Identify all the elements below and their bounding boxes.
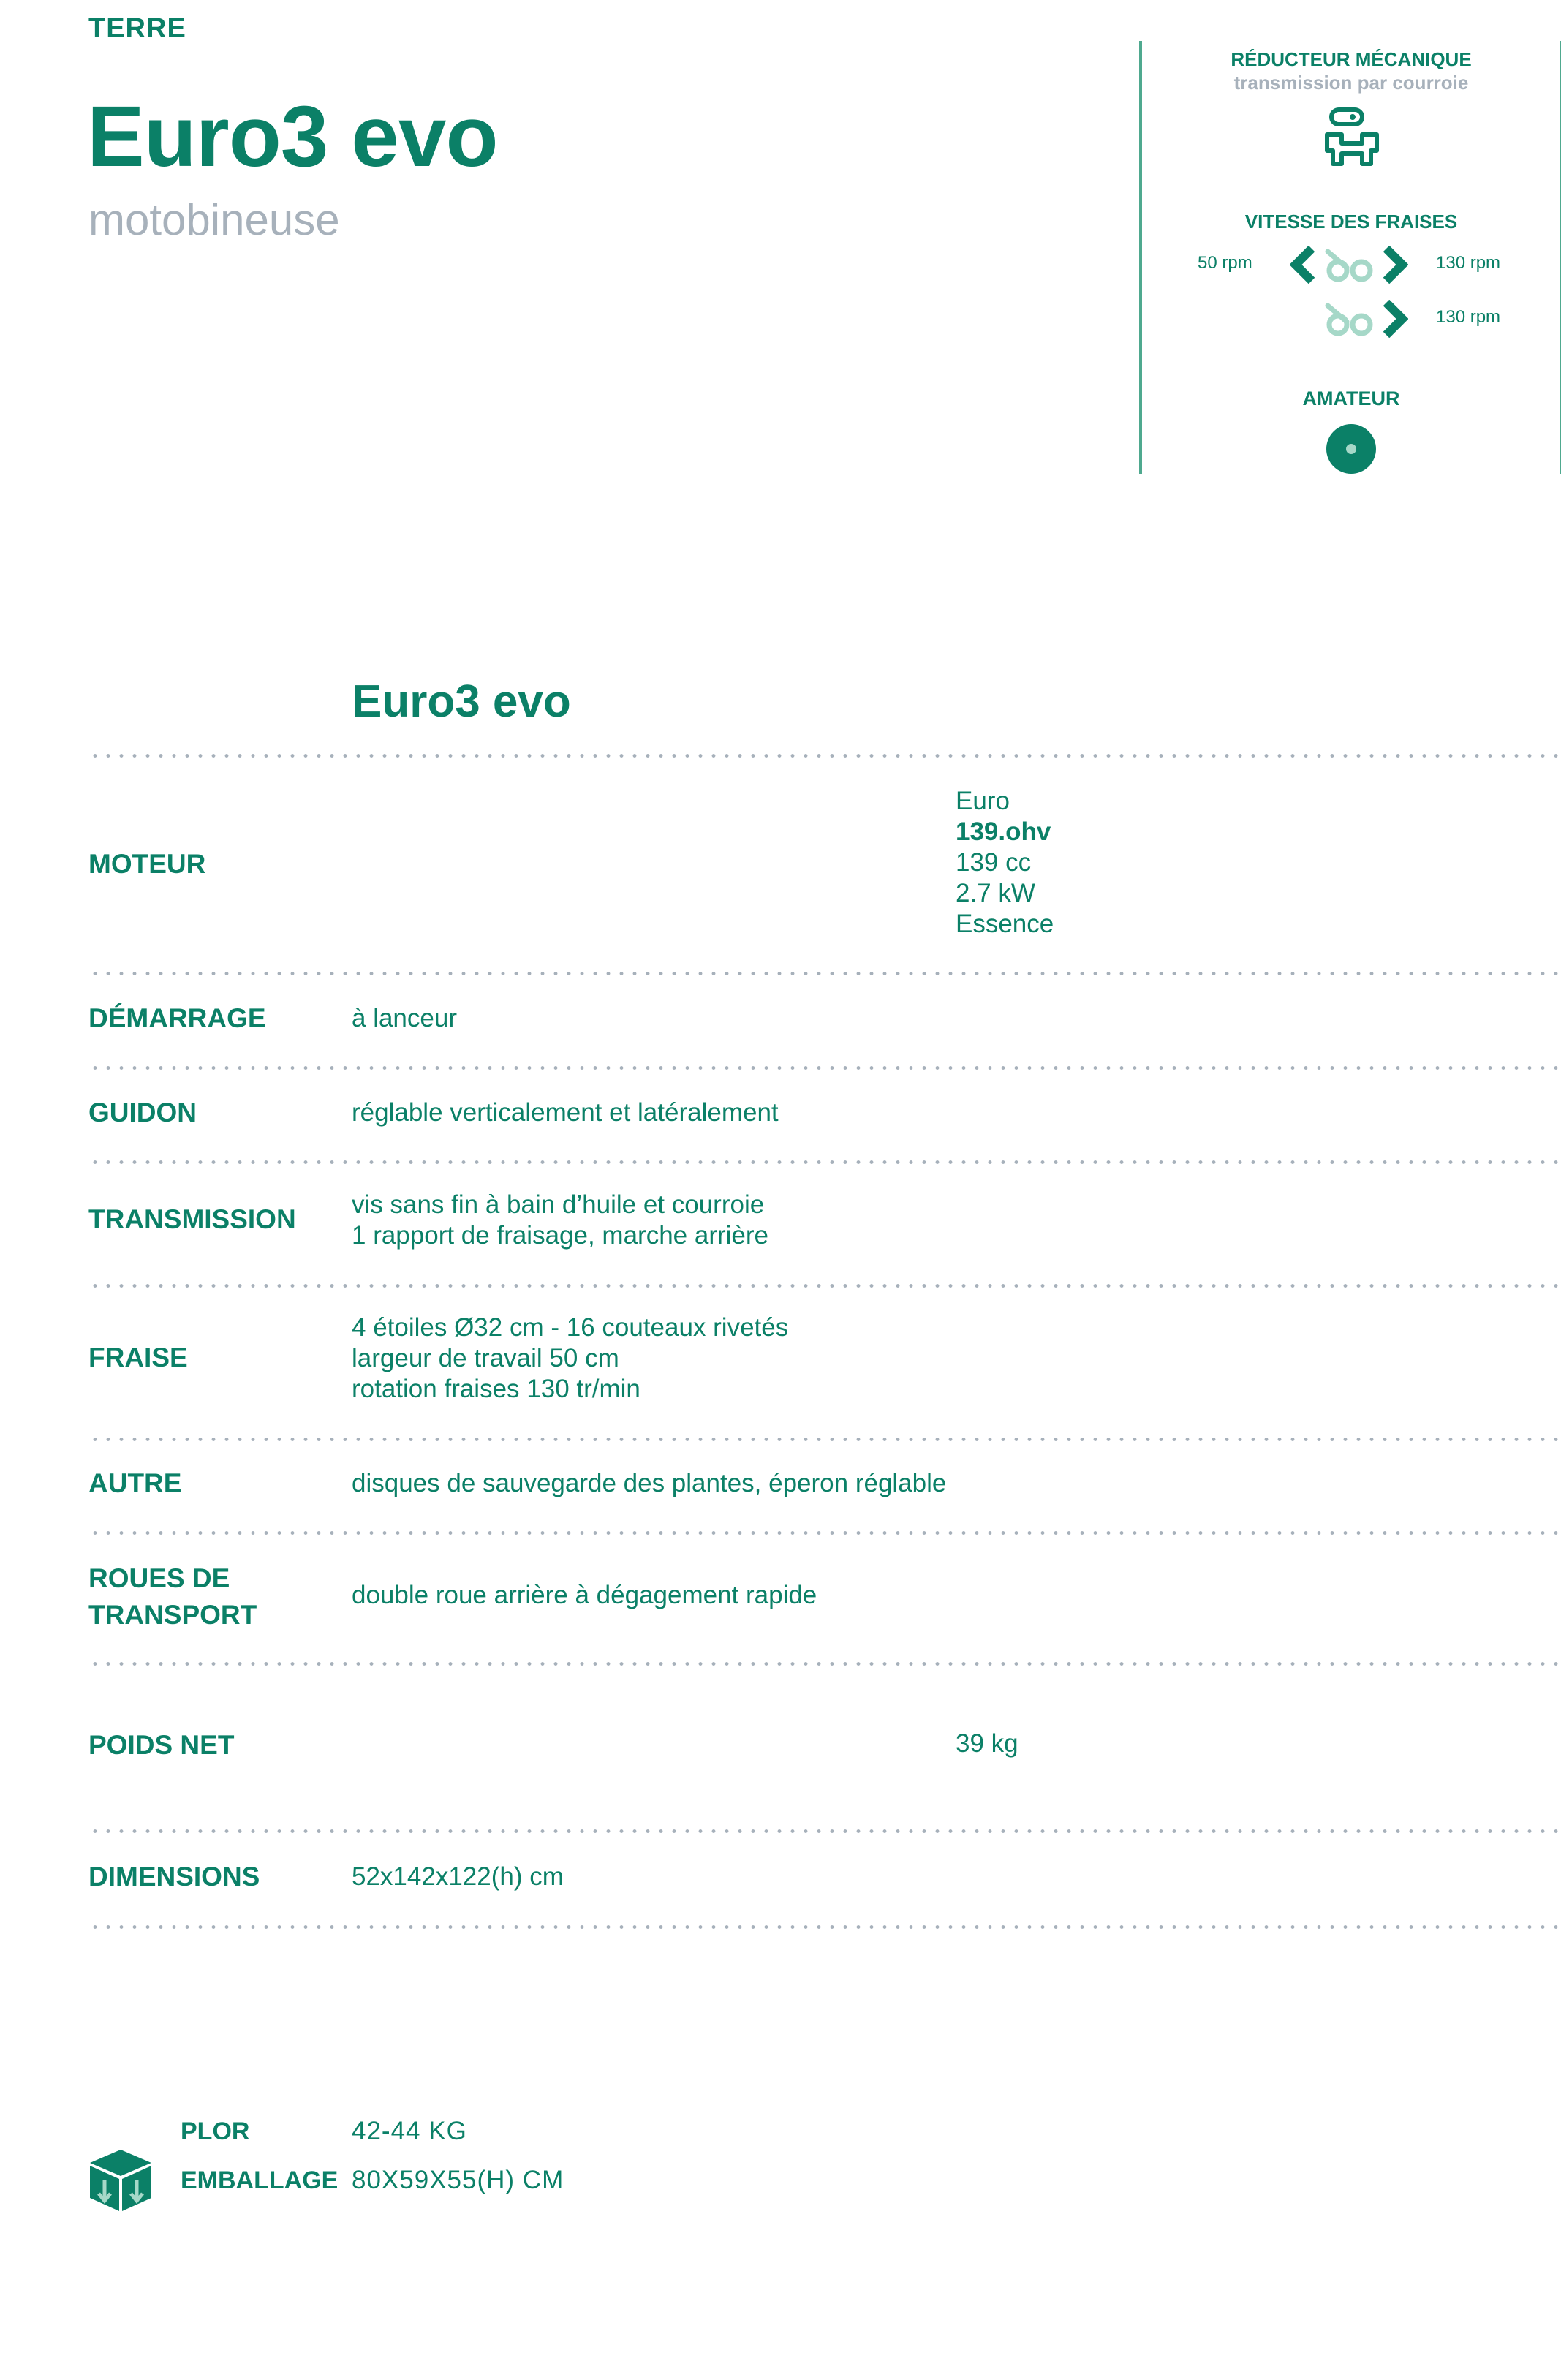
wheels-value: double roue arrière à dégagement rapide — [352, 1581, 817, 1609]
engine-value — [956, 786, 1054, 940]
transmission-value — [352, 1190, 768, 1251]
chevron-left-icon — [1290, 246, 1316, 284]
divider — [88, 972, 1558, 975]
wheels-label-line: TRANSPORT — [88, 1599, 257, 1630]
gearbox-icon — [1323, 105, 1381, 171]
speed-high-label-1: 130 rpm — [1436, 253, 1501, 273]
engine-model: 139.ohv — [956, 817, 1051, 846]
dimensions-label: DIMENSIONS — [88, 1862, 260, 1892]
engine-power: 2.7 kW — [956, 879, 1035, 907]
category-label: TERRE — [88, 13, 186, 44]
engine-brand: Euro — [956, 787, 1010, 815]
product-title: Euro3 evo — [87, 88, 498, 185]
tiller-icon-2 — [1323, 301, 1376, 336]
transmission-label: TRANSMISSION — [88, 1204, 296, 1234]
engine-fuel: Essence — [956, 910, 1054, 938]
speed-high-label-2: 130 rpm — [1436, 307, 1501, 327]
pack-size-label: EMBALLAGE — [181, 2166, 339, 2194]
tiller-icon — [1323, 247, 1376, 282]
pack-size-value: 80X59X55(H) CM — [352, 2166, 564, 2194]
tiller-line: rotation fraises 130 tr/min — [352, 1375, 640, 1403]
weight-value: 39 kg — [956, 1729, 1018, 1758]
start-value: à lanceur — [352, 1004, 457, 1032]
divider — [88, 754, 1558, 758]
other-value: disques de sauvegarde des plantes, éperon réglable — [352, 1469, 947, 1497]
dimensions-value: 52x142x122(h) cm — [352, 1862, 564, 1891]
handlebar-label: GUIDON — [88, 1098, 197, 1127]
handlebar-value: réglable verticalement et latéralement — [352, 1098, 779, 1127]
product-subtitle: motobineuse — [88, 195, 340, 244]
divider — [88, 1531, 1558, 1535]
level-label: AMATEUR — [1302, 388, 1400, 409]
wheels-label-line: ROUES DE — [88, 1563, 230, 1593]
transmission-line: 1 rapport de fraisage, marche arrière — [352, 1221, 768, 1250]
weight-label: POIDS NET — [88, 1730, 235, 1760]
divider — [88, 1662, 1558, 1666]
divider — [88, 1438, 1558, 1441]
reducer-subtitle: transmission par courroie — [1233, 72, 1469, 94]
engine-label: MOTEUR — [88, 849, 206, 879]
other-label: AUTRE — [88, 1468, 182, 1498]
divider — [88, 1284, 1558, 1288]
level-dot-icon — [1326, 424, 1376, 474]
tiller-line: 4 étoiles Ø32 cm - 16 couteaux rivetés — [352, 1313, 789, 1342]
divider — [88, 1925, 1558, 1929]
feature-box — [1139, 41, 1561, 474]
reducer-title: RÉDUCTEUR MÉCANIQUE — [1231, 48, 1472, 70]
wheels-label — [88, 1560, 257, 1633]
tiller-label: FRAISE — [88, 1342, 188, 1372]
pack-weight-value: 42-44 KG — [352, 2117, 467, 2145]
engine-displacement: 139 cc — [956, 848, 1032, 877]
tiller-value — [352, 1312, 788, 1405]
divider — [88, 1160, 1558, 1164]
pack-weight-label: PLOR — [181, 2118, 250, 2145]
chevron-right-icon-2 — [1382, 300, 1408, 338]
divider — [88, 1066, 1558, 1070]
divider — [88, 1829, 1558, 1833]
tiller-line: largeur de travail 50 cm — [352, 1344, 619, 1372]
chevron-right-icon — [1382, 246, 1408, 284]
start-label: DÉMARRAGE — [88, 1003, 266, 1033]
specs-model-heading: Euro3 evo — [352, 676, 571, 727]
transmission-line: vis sans fin à bain d’huile et courroie — [352, 1190, 765, 1219]
speed-low-label: 50 rpm — [1198, 253, 1252, 273]
box-icon — [87, 2147, 154, 2214]
speed-title: VITESSE DES FRAISES — [1244, 211, 1458, 233]
